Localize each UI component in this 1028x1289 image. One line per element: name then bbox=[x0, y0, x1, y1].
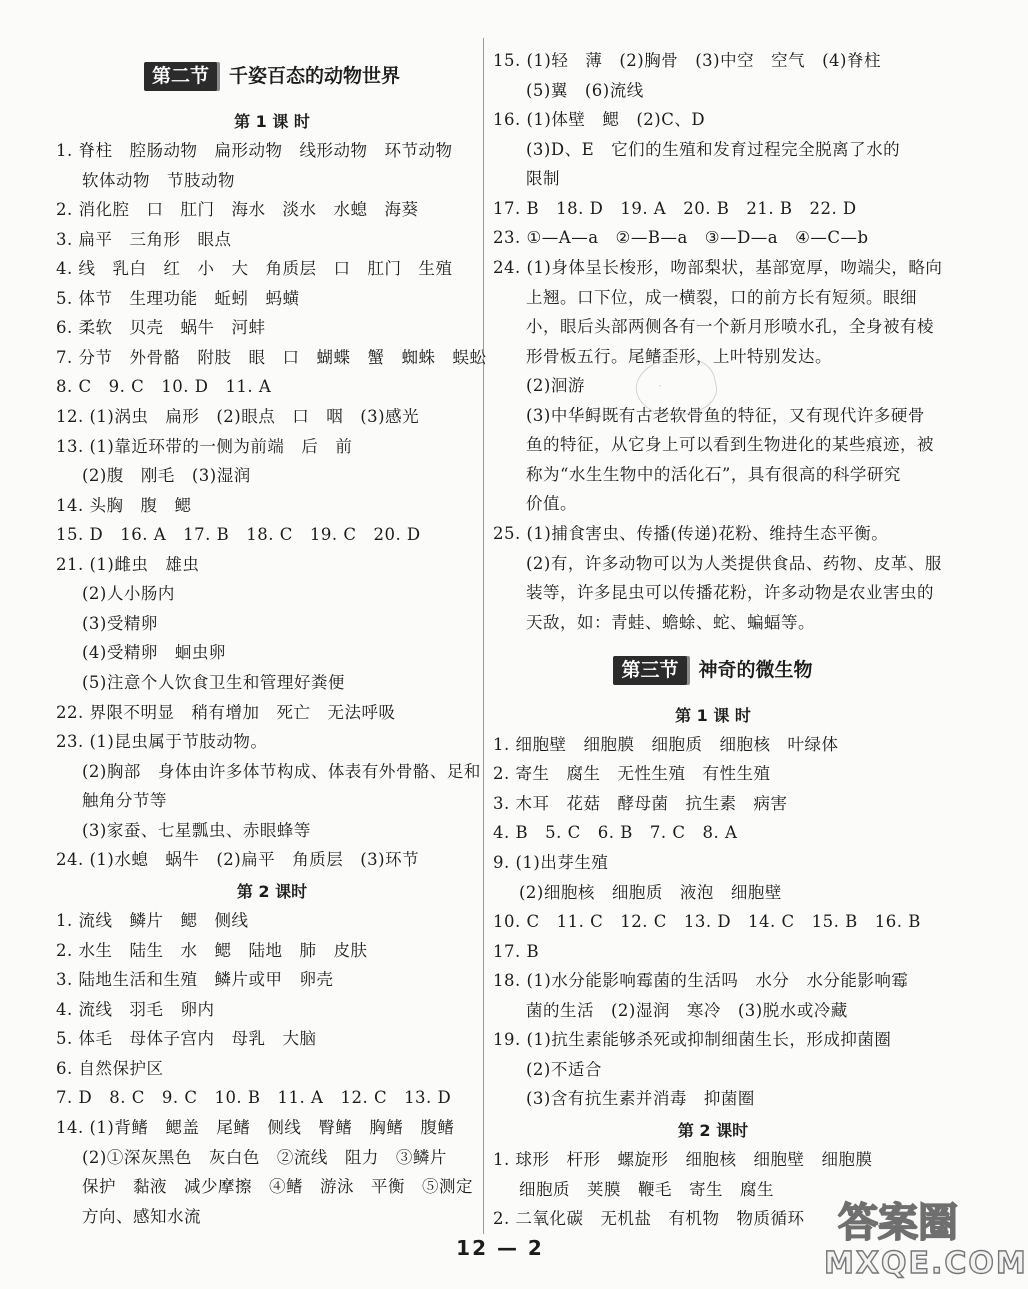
answer-line: (3)D、E 它们的生殖和发育过程完全脱离了水的 bbox=[526, 140, 901, 159]
answer-line: 保护 黏液 减少摩擦 ④鳍 游泳 平衡 ⑤测定 bbox=[82, 1177, 473, 1196]
answer-line: 限制 bbox=[526, 169, 560, 188]
page-number: 12 — 2 bbox=[456, 1236, 544, 1260]
lesson-2-heading: 第 2 课时 bbox=[677, 1121, 749, 1140]
section-heading-2 bbox=[56, 62, 488, 91]
answer-line: 天敌，如：青蛙、蟾蜍、蛇、蝙蝠等。 bbox=[526, 613, 815, 632]
answer-line: (2)有，许多动物可以为人类提供食品、药物、皮革、服 bbox=[526, 554, 942, 573]
watermark-url: MXQE.COM bbox=[824, 1246, 1028, 1281]
answer-line: 24. (1)身体呈长梭形，吻部梨状，基部宽厚，吻端尖，略向 bbox=[493, 258, 943, 277]
answer-line: 1. 流线 鳞片 鳃 侧线 bbox=[56, 911, 249, 930]
answer-line: (4)受精卵 蛔虫卵 bbox=[82, 643, 226, 662]
section-badge: 第二节 bbox=[144, 62, 217, 91]
answer-line: 14. (1)背鳍 鳃盖 尾鳍 侧线 臀鳍 胸鳍 腹鳍 bbox=[56, 1118, 455, 1137]
answer-line: (3)中华鲟既有古老软骨鱼的特征，又有现代许多硬骨 bbox=[526, 406, 925, 425]
lesson-1-heading: 第 1 课 时 bbox=[675, 706, 751, 725]
answer-line: 24. (1)水螅 蜗牛 (2)扁平 角质层 (3)环节 bbox=[56, 850, 420, 869]
answer-line: 4. 流线 羽毛 卵内 bbox=[56, 1000, 215, 1019]
watermark-logo-icon bbox=[836, 1196, 986, 1244]
answer-line: (5)翼 (6)流线 bbox=[526, 81, 644, 100]
answer-line: 细胞质 荚膜 鞭毛 寄生 腐生 bbox=[519, 1180, 774, 1199]
answer-line: 触角分节等 bbox=[82, 791, 167, 810]
answer-line: 19. (1)抗生素能够杀死或抑制细菌生长，形成抑菌圈 bbox=[493, 1030, 892, 1049]
answer-line: (2)不适合 bbox=[526, 1060, 602, 1079]
answer-line: 4. 线 乳白 红 小 大 角质层 口 肛门 生殖 bbox=[56, 259, 453, 278]
answer-line: 1. 细胞壁 细胞膜 细胞质 细胞核 叶绿体 bbox=[493, 735, 839, 754]
column-divider bbox=[483, 38, 484, 1234]
answer-line: (2)细胞核 细胞质 液泡 细胞壁 bbox=[519, 883, 782, 902]
answer-line: 23. ①—A—a ②—B—a ③—D—a ④—C—b bbox=[493, 228, 869, 247]
answer-line: 15. (1)轻 薄 (2)胸骨 (3)中空 空气 (4)脊柱 bbox=[493, 51, 881, 70]
answer-line: 1. 脊柱 腔肠动物 扁形动物 线形动物 环节动物 bbox=[56, 141, 453, 160]
answer-line: 17. B bbox=[493, 942, 540, 961]
answer-line: 5. 体节 生理功能 蚯蚓 蚂蟥 bbox=[56, 289, 300, 308]
answer-line: 方向、感知水流 bbox=[82, 1207, 201, 1226]
lesson-2-heading: 第 2 课时 bbox=[236, 882, 308, 901]
answer-line: 2. 水生 陆生 水 鳃 陆地 肺 皮肤 bbox=[56, 941, 368, 960]
answer-line: 软体动物 节肢动物 bbox=[82, 171, 235, 190]
answer-line: (2)人小肠内 bbox=[82, 584, 175, 603]
answer-line: (2)洄游 bbox=[526, 376, 585, 395]
answer-line: (2)腹 刚毛 (3)湿润 bbox=[82, 466, 251, 485]
answer-line: 3. 陆地生活和生殖 鳞片或甲 卵壳 bbox=[56, 970, 334, 989]
answer-line: (3)受精卵 bbox=[82, 614, 158, 633]
answer-line: 上翘。口下位，成一横裂，口的前方长有短须。眼细 bbox=[526, 288, 917, 307]
watermark bbox=[818, 1196, 1028, 1286]
answer-line: 2. 消化腔 口 肛门 海水 淡水 水螅 海葵 bbox=[56, 200, 419, 219]
answer-line: 21. (1)雌虫 雄虫 bbox=[56, 555, 200, 574]
answer-line: 12. (1)涡虫 扁形 (2)眼点 口 咽 (3)感光 bbox=[56, 407, 420, 426]
answer-line: 8. C 9. C 10. D 11. A bbox=[56, 377, 272, 396]
answer-line: (2)胸部 身体由许多体节构成、体表有外骨骼、足和 bbox=[82, 762, 481, 781]
answer-line: 4. B 5. C 6. B 7. C 8. A bbox=[493, 823, 738, 842]
answer-line: 22. 界限不明显 稍有增加 死亡 无法呼吸 bbox=[56, 703, 396, 722]
answer-line: 13. (1)靠近环带的一侧为前端 后 前 bbox=[56, 437, 353, 456]
section-heading-3 bbox=[493, 656, 933, 685]
answer-line: 23. (1)昆虫属于节肢动物。 bbox=[56, 732, 268, 751]
answer-line: (3)含有抗生素并消毒 抑菌圈 bbox=[526, 1089, 755, 1108]
answer-line: 16. (1)体壁 鳃 (2)C、D bbox=[493, 110, 706, 129]
answer-line: 10. C 11. C 12. C 13. D 14. C 15. B 16. B bbox=[493, 912, 921, 931]
answer-line: 鱼的特征，从它身上可以看到生物进化的某些痕迹，被 bbox=[526, 435, 934, 454]
section-title: 千姿百态的动物世界 bbox=[229, 65, 401, 87]
lesson-1-heading: 第 1 课 时 bbox=[234, 112, 310, 131]
answer-line: (3)家蚕、七星瓢虫、赤眼蜂等 bbox=[82, 821, 311, 840]
section-title: 神奇的微生物 bbox=[698, 659, 813, 681]
answer-line: 称为“水生生物中的活化石”，具有很高的科学研究 bbox=[526, 465, 901, 484]
answer-line: 9. (1)出芽生殖 bbox=[493, 853, 609, 872]
answer-line: 18. (1)水分能影响霉菌的生活吗 水分 水分能影响霉 bbox=[493, 971, 909, 990]
answer-line: 17. B 18. D 19. A 20. B 21. B 22. D bbox=[493, 199, 857, 218]
answer-line: 5. 体毛 母体子宫内 母乳 大脑 bbox=[56, 1029, 317, 1048]
answer-line: 价值。 bbox=[526, 494, 577, 513]
answer-line: 25. (1)捕食害虫、传播(传递)花粉、维持生态平衡。 bbox=[493, 524, 889, 543]
answer-line: 1. 球形 杆形 螺旋形 细胞核 细胞壁 细胞膜 bbox=[493, 1150, 873, 1169]
answer-line: 菌的生活 (2)湿润 寒冷 (3)脱水或冷藏 bbox=[526, 1001, 848, 1020]
watermark-logo-text: 答案圈 bbox=[838, 1200, 958, 1246]
answer-line: 小，眼后头部两侧各有一个新月形喷水孔，全身被有棱 bbox=[526, 317, 934, 336]
answer-line: 6. 自然保护区 bbox=[56, 1059, 164, 1078]
answer-line: 2. 二氧化碳 无机盐 有机物 物质循环 bbox=[493, 1209, 805, 1228]
section-badge: 第三节 bbox=[613, 656, 686, 685]
answer-line: 装等，许多昆虫可以传播花粉，许多动物是农业害虫的 bbox=[526, 583, 934, 602]
answer-line: 2. 寄生 腐生 无性生殖 有性生殖 bbox=[493, 764, 771, 783]
answer-line: 15. D 16. A 17. B 18. C 19. C 20. D bbox=[56, 525, 421, 544]
answer-line: 7. 分节 外骨骼 附肢 眼 口 蝴蝶 蟹 蜘蛛 蜈蚣 bbox=[56, 348, 487, 367]
answer-line: (2)①深灰黑色 灰白色 ②流线 阻力 ③鳞片 bbox=[82, 1148, 447, 1167]
answer-line: 6. 柔软 贝壳 蜗牛 河蚌 bbox=[56, 318, 266, 337]
answer-line: 形骨板五行。尾鳍歪形，上叶特别发达。 bbox=[526, 347, 832, 366]
answer-line: 14. 头胸 腹 鳃 bbox=[56, 496, 192, 515]
answer-line: 3. 木耳 花菇 酵母菌 抗生素 病害 bbox=[493, 794, 788, 813]
faint-stamp-mark: . bbox=[631, 350, 721, 423]
answer-line: (5)注意个人饮食卫生和管理好粪便 bbox=[82, 673, 345, 692]
answer-line: 3. 扁平 三角形 眼点 bbox=[56, 230, 232, 249]
answer-line: 7. D 8. C 9. C 10. B 11. A 12. C 13. D bbox=[56, 1088, 452, 1107]
